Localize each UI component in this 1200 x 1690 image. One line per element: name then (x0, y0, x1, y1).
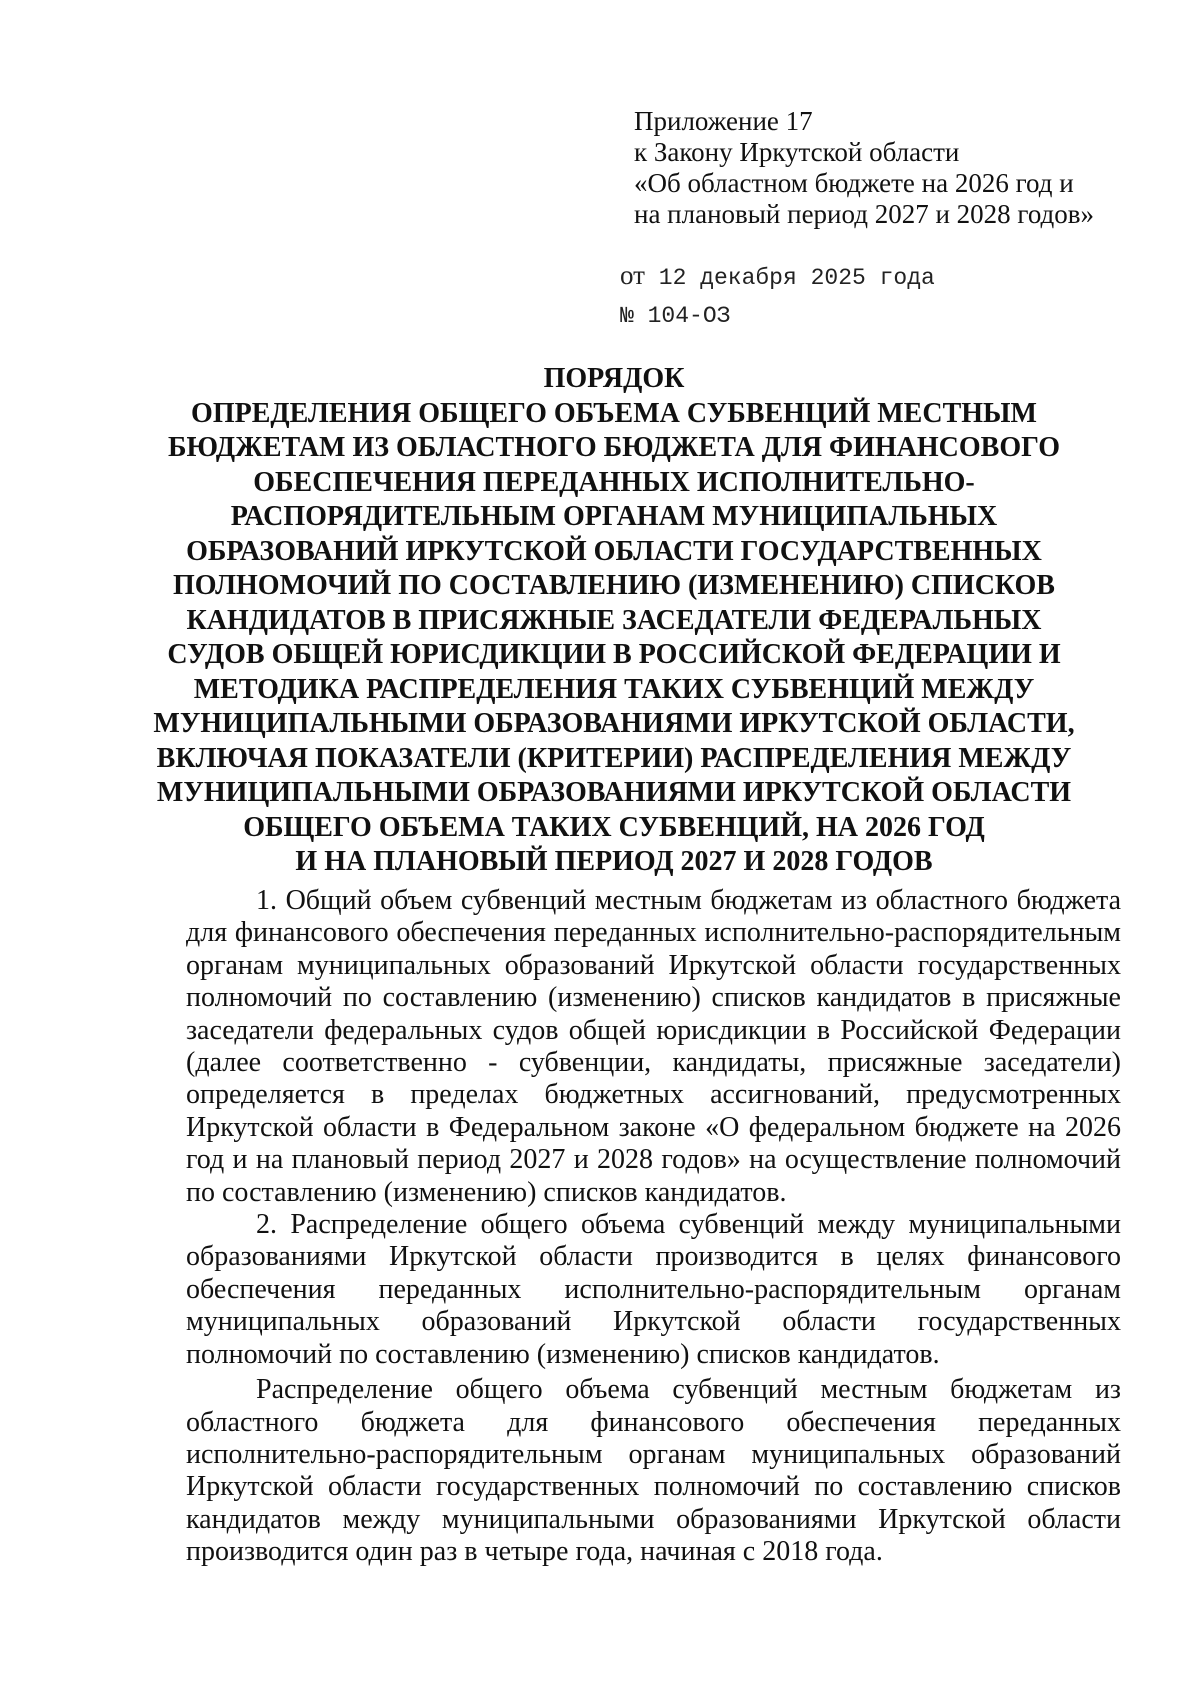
title-line: ОПРЕДЕЛЕНИЯ ОБЩЕГО ОБЪЕМА СУБВЕНЦИЙ МЕСТНЫМ (191, 397, 1037, 429)
title-line: ВКЛЮЧАЯ ПОКАЗАТЕЛИ (КРИТЕРИИ) РАСПРЕДЕЛЕНИЯ МЕЖДУ (156, 742, 1072, 774)
title-line: МЕТОДИКА РАСПРЕДЕЛЕНИЯ ТАКИХ СУБВЕНЦИЙ МЕЖДУ (193, 673, 1035, 705)
body-paragraph-1: 1. Общий объем субвенций местным бюджетам из областного бюджета для финансового обеспечения переданных исполнительно-распорядительным органам муниципальных образований Иркутской области государственных полномочий по составлению (изменению) списков кандидатов в присяжные заседатели федеральных судов общей юрисдикции в Российской Федерации (далее соответственно - субвенции, кандидаты, присяжные заседатели) определяется в пределах бюджетных ассигнований, предусмотренных Иркутской области в Федеральном законе «О федеральном бюджете на 2026 год и на плановый период 2027 и 2028 годов» на осуществление полномочий по составлению (изменению) списков кандидатов. (186, 885, 1121, 1208)
title-line: ОБЩЕГО ОБЪЕМА ТАКИХ СУБВЕНЦИЙ, НА 2026 ГОД (243, 811, 985, 843)
title-line: РАСПОРЯДИТЕЛЬНЫМ ОРГАНАМ МУНИЦИПАЛЬНЫХ (230, 501, 998, 532)
document-body (186, 885, 1121, 1569)
appendix-line: к Закону Иркутской области (634, 137, 960, 167)
law-number: № 104-ОЗ (620, 303, 731, 329)
appendix-line: «Об областном бюджете на 2026 год и (634, 168, 1074, 198)
title-line: ПОРЯДОК (543, 363, 685, 394)
title-line: ПОЛНОМОЧИЙ ПО СОСТАВЛЕНИЮ (ИЗМЕНЕНИЮ) СПИСКОВ (173, 570, 1055, 601)
title-line: МУНИЦИПАЛЬНЫМИ ОБРАЗОВАНИЯМИ ИРКУТСКОЙ ОБЛАСТИ, (153, 708, 1075, 739)
date-prefix: от (620, 260, 645, 290)
body-paragraph-3: Распределение общего объема субвенций местным бюджетам из областного бюджета для финансового обеспечения переданных исполнительно-распорядительным органам муниципальных образований Иркутской области государственных полномочий по составлению списков кандидатов между муниципальными образованиями Иркутской области производится один раз в четыре года, начиная с 2018 года. (186, 1374, 1121, 1568)
title-line: БЮДЖЕТАМ ИЗ ОБЛАСТНОГО БЮДЖЕТА ДЛЯ ФИНАНСОВОГО (167, 432, 1061, 463)
law-date: 12 декабря 2025 года (658, 265, 935, 291)
title-line: КАНДИДАТОВ В ПРИСЯЖНЫЕ ЗАСЕДАТЕЛИ ФЕДЕРАЛЬНЫХ (186, 604, 1042, 636)
body-paragraph-2: 2. Распределение общего объема субвенций между муниципальными образованиями Иркутской области производится в целях финансового обеспечения переданных исполнительно-распорядительным органам муниципальных образований Иркутской области государственных полномочий по составлению (изменению) списков кандидатов. (186, 1209, 1121, 1370)
appendix-header (634, 106, 1154, 230)
title-line: МУНИЦИПАЛЬНЫМИ ОБРАЗОВАНИЯМИ ИРКУТСКОЙ ОБЛАСТИ (156, 777, 1072, 808)
appendix-line: Приложение 17 (634, 106, 813, 136)
appendix-line: на плановый период 2027 и 2028 годов» (634, 199, 1095, 229)
law-date-line (620, 256, 935, 297)
law-date-stamp (620, 256, 935, 335)
title-line: ОБРАЗОВАНИЙ ИРКУТСКОЙ ОБЛАСТИ ГОСУДАРСТВЕННЫХ (186, 535, 1042, 567)
document-title (140, 362, 1088, 880)
title-line: СУДОВ ОБЩЕЙ ЮРИСДИКЦИИ В РОССИЙСКОЙ ФЕДЕРАЦИИ И (167, 639, 1061, 670)
title-line: ОБЕСПЕЧЕНИЯ ПЕРЕДАННЫХ ИСПОЛНИТЕЛЬНО- (253, 466, 975, 498)
title-line: И НА ПЛАНОВЫЙ ПЕРИОД 2027 И 2028 ГОДОВ (295, 846, 933, 877)
